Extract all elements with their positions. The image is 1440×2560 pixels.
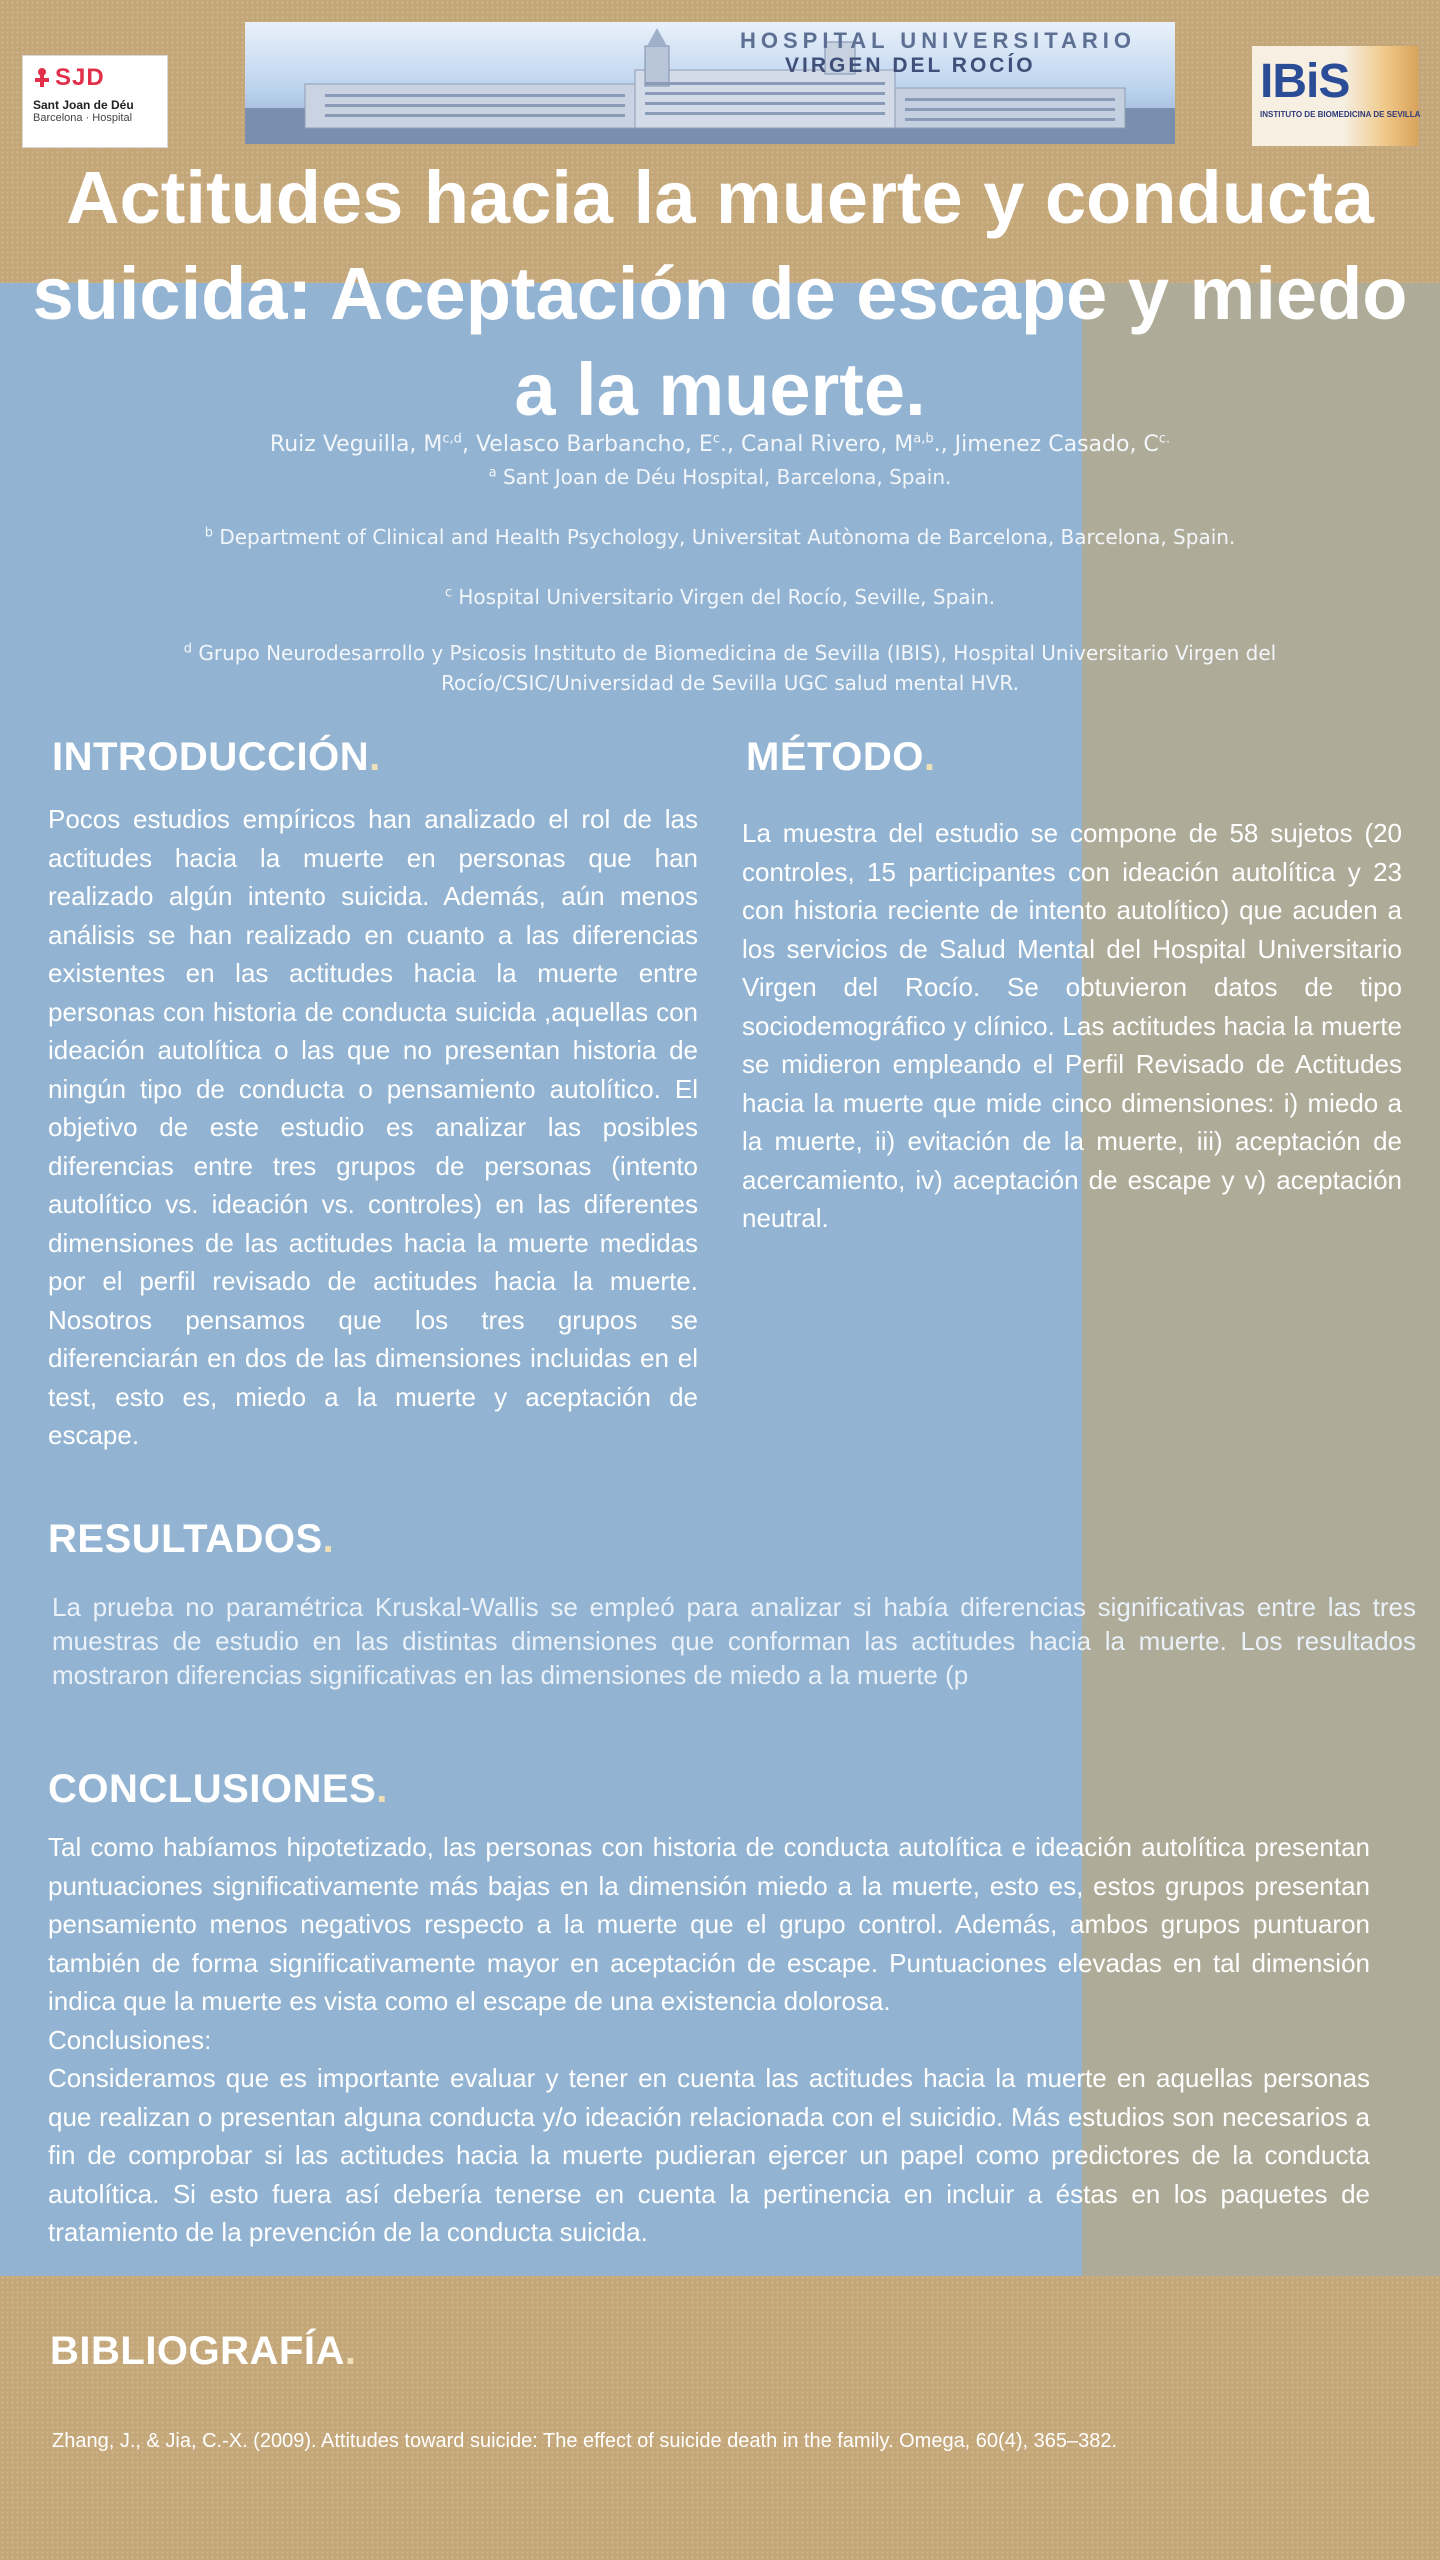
affiliation-mark: b bbox=[204, 525, 213, 541]
heading-dot: . bbox=[344, 2329, 357, 2373]
author-separator: , bbox=[461, 432, 476, 457]
affiliation-text: Department of Clinical and Health Psychology, Universitat Autònoma de Barcelona, Barcelona, Spain. bbox=[212, 525, 1236, 549]
heading-dot: . bbox=[923, 735, 936, 779]
bibliography-heading bbox=[50, 2326, 357, 2376]
method-paragraph: La muestra del estudio se compone de 58 sujetos (20 controles, 15 participantes con ideación autolítica y 23 con historia reciente de intento autolítico) que acuden a los servicios de Salud Mental del Hospital Universitario Virgen del Rocío. Se obtuvieron datos de tipo sociodemográfico y clínico. Las actitudes hacia la muerte se midieron empleando el Perfil Revisado de Actitudes hacia la muerte que mide cinco dimensiones: i) miedo a la muerte, ii) evitación de la muerte, iii) aceptación de acercamiento, iv) aceptación de escape y v) aceptación neutral. bbox=[742, 818, 1402, 1233]
results-heading bbox=[48, 1514, 334, 1564]
conclusions-subheading: Conclusiones: bbox=[48, 2024, 212, 2055]
hospital-banner bbox=[245, 22, 1175, 144]
bibliography-reference: Zhang, J., & Jia, C.-X. (2009). Attitudes toward suicide: The effect of suicide death in the family. Omega, 60(4), 365–382. bbox=[52, 2430, 1118, 2452]
conclusions-body bbox=[48, 1828, 1370, 2252]
affiliation-mark: a bbox=[488, 465, 497, 481]
sjd-logo bbox=[22, 55, 168, 148]
results-paragraph: La prueba no paramétrica Kruskal-Wallis se empleó para analizar si había diferencias significativas entre las tres muestras de estudio en las distintas dimensiones que conforman las actitudes hacia la muerte. Los resultados mostraron diferencias significativas en las dimensiones de miedo a la muerte (p bbox=[52, 1592, 1416, 1690]
intro-paragraph: Pocos estudios empíricos han analizado el rol de las actitudes hacia la muerte en personas que han realizado algún intento suicida. Además, aún menos análisis se han realizado en cuanto a las diferencias existentes en las actitudes hacia la muerte entre personas con historia de conducta suicida ,aquellas con ideación autolítica o las que no presentan historia de ningún tipo de conducta o pensamiento autolítico. El objetivo de este estudio es analizar las posibles diferencias entre tres grupos de personas (intento autolítico vs. ideación vs. controles) en las diferentes dimensiones de las actitudes hacia la muerte medidas por el perfil revisado de actitudes hacia la muerte. Nosotros pensamos que los tres grupos se diferenciarán en dos de las dimensiones incluidas en el test, esto es, miedo a la muerte y aceptación de escape. bbox=[48, 804, 698, 1450]
affiliation-text: Hospital Universitario Virgen del Rocío, Seville, Spain. bbox=[452, 585, 996, 609]
sjd-abbr: SJD bbox=[55, 64, 105, 91]
author-affiliation-mark: c bbox=[712, 431, 720, 447]
sjd-cross-icon bbox=[33, 67, 51, 89]
affiliation-d bbox=[140, 638, 1320, 698]
heading-dot: . bbox=[369, 735, 381, 779]
method-heading-text: MÉTODO bbox=[746, 735, 924, 779]
affiliation-mark: c bbox=[444, 585, 453, 601]
affiliation-c bbox=[120, 582, 1320, 612]
conclusions-paragraph: Consideramos que es importante evaluar y tener en cuenta las actitudes hacia la muerte en aquellas personas que realizan o presentan alguna conducta y/o ideación relacionada con el suicidio. Más estudios son necesarios a fin de comprobar si las actitudes hacia la muerte pudieran ejercer un papel como predictores de la conducta autolítica. Si esto fuera así debería tenerse en cuenta la pertinencia en incluir a éstas en los paquetes de tratamiento de la prevención de la conducta suicida. bbox=[48, 2063, 1370, 2247]
affiliation-text: Grupo Neurodesarrollo y Psicosis Instituto de Biomedicina de Sevilla (IBIS), Hospital Universitario Virgen del Rocío/CSIC/Universidad de Sevilla UGC salud mental HVR. bbox=[192, 641, 1277, 695]
author-affiliation-mark: c. bbox=[1158, 431, 1171, 447]
sjd-mark bbox=[33, 64, 157, 92]
sjd-sub: Barcelona · Hospital bbox=[33, 112, 133, 124]
author-name: Velasco Barbancho, E bbox=[475, 432, 713, 457]
ibis-wordmark: IBiS bbox=[1260, 55, 1350, 108]
heading-dot: . bbox=[322, 1517, 335, 1561]
affiliation-b bbox=[120, 522, 1320, 552]
author-separator: ., bbox=[719, 432, 741, 457]
author-name: Jimenez Casado, C bbox=[954, 432, 1159, 457]
author-name: Ruiz Veguilla, M bbox=[269, 432, 443, 457]
results-heading-text: RESULTADOS bbox=[48, 1517, 323, 1561]
conclusions-paragraph: Tal como habíamos hipotetizado, las personas con historia de conducta autolítica e ideación autolítica presentan puntuaciones significativamente más bajas en la dimensión miedo a la muerte, esto es, estos grupos presentan pensamiento menos negativos respecto a la muerte que el grupo control. Además, ambos grupos puntuaron también de forma significativamente mayor en aceptación de escape. Puntuaciones elevadas en tal dimensión indica que la muerte es vista como el escape de una existencia dolorosa. bbox=[48, 1832, 1370, 2016]
author-list bbox=[40, 430, 1400, 460]
heading-dot: . bbox=[376, 1767, 388, 1811]
hospital-name-line2: VIRGEN DEL ROCÍO bbox=[785, 54, 1036, 77]
author-affiliation-mark: c,d bbox=[442, 431, 462, 447]
affiliation-text: Sant Joan de Déu Hospital, Barcelona, Spain. bbox=[496, 465, 952, 489]
method-heading bbox=[746, 732, 935, 782]
conclusions-heading bbox=[48, 1764, 388, 1814]
intro-heading bbox=[52, 732, 381, 782]
affiliation-mark: d bbox=[183, 641, 193, 657]
intro-heading-text: INTRODUCCIÓN bbox=[52, 735, 370, 779]
sjd-name: Sant Joan de Déu bbox=[33, 98, 134, 112]
conclusions-heading-text: CONCLUSIONES bbox=[48, 1767, 377, 1811]
hospital-name-line1: HOSPITAL UNIVERSITARIO bbox=[740, 28, 1137, 53]
author-affiliation-mark: a,b bbox=[913, 431, 934, 447]
author-separator: ., bbox=[933, 432, 955, 457]
author-name: Canal Rivero, M bbox=[740, 432, 914, 457]
ibis-subtitle: INSTITUTO DE BIOMEDICINA DE SEVILLA bbox=[1260, 110, 1421, 119]
affiliation-a bbox=[120, 462, 1320, 492]
poster-title: Actitudes hacia la muerte y conducta suicida: Aceptación de escape y miedo a la muerte. bbox=[32, 156, 1408, 431]
bibliography-heading-text: BIBLIOGRAFÍA bbox=[50, 2329, 345, 2373]
ibis-logo bbox=[1252, 46, 1421, 146]
